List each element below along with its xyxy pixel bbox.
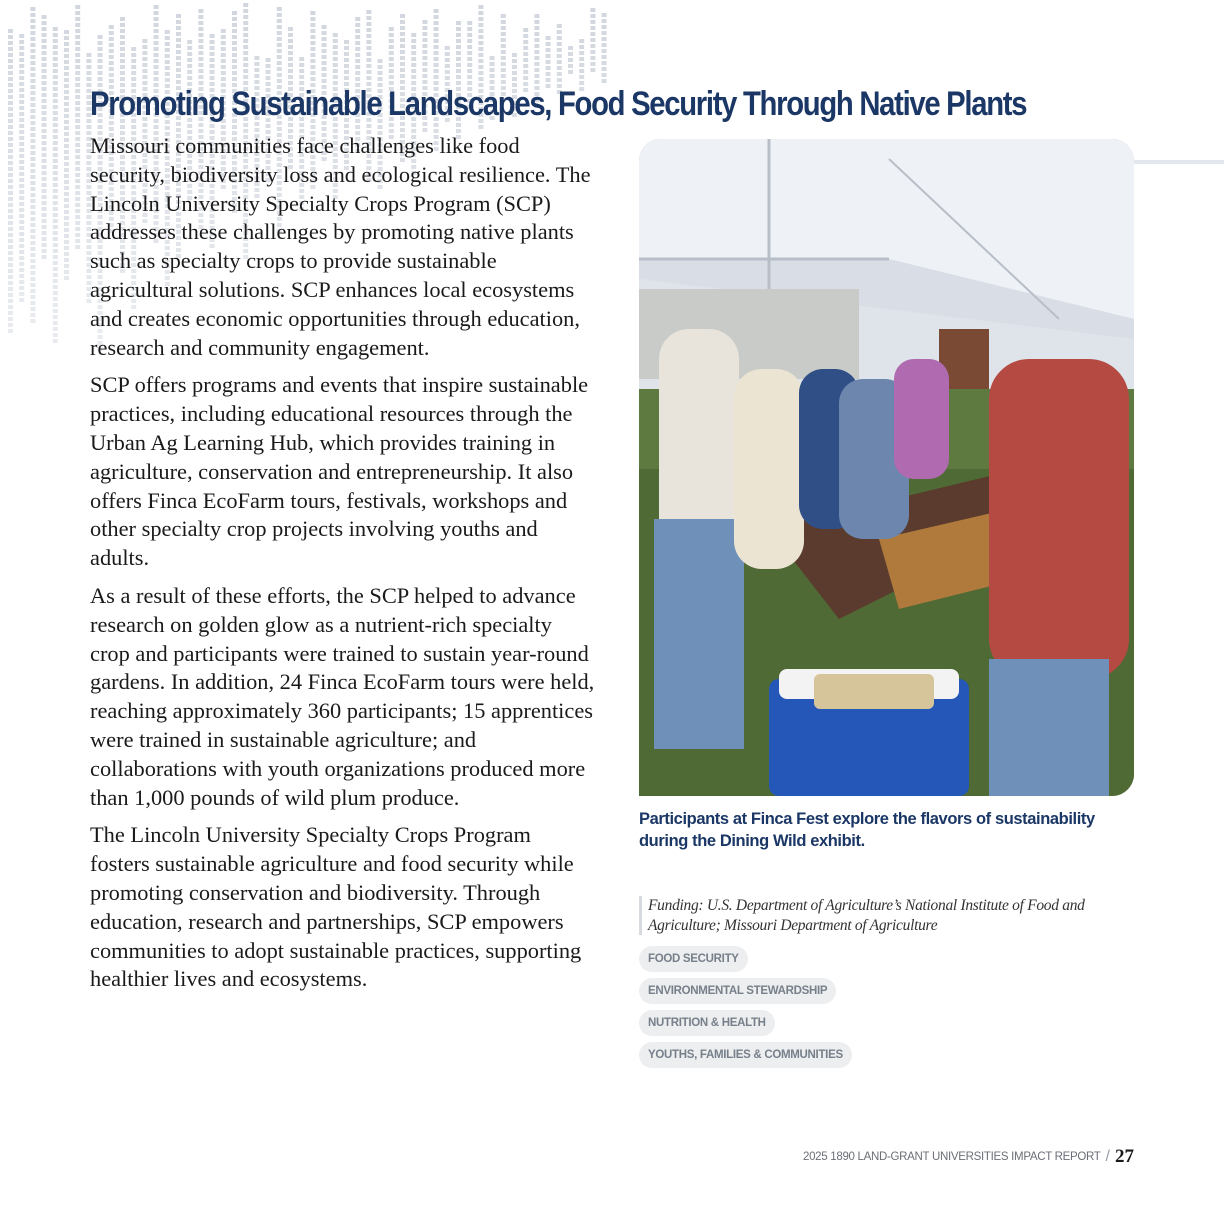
paragraph-2: SCP offers programs and events that inspire sustainable practices, including educational resources through the Urban Ag Learning Hub, which provides training in agriculture, conservation and entrepreneurship. It also offers Finca EcoFarm tours, festivals, workshops and other specialty crop projects involving youths and adults. [90,372,589,571]
page-footer [803,1146,1134,1168]
photo-caption: Participants at Finca Fest explore the flavors of sustainability during the Dining Wild exhibit. [639,810,1095,850]
tag-youths-families-communities: YOUTHS, FAMILIES & COMMUNITIES [639,1042,852,1068]
page-title: Promoting Sustainable Landscapes, Food Security Through Native Plants [90,85,1027,123]
paragraph-3: As a result of these efforts, the SCP helped to advance research on golden glow as a nutrient-rich specialty crop and participants were trained to sustain year-round gardens. In addition, 24 Finca EcoFarm tours were held, reaching approximately 360 participants; 15 apprentices were trained in sustainable agriculture; and collaborations with youth organizations produced more than 1,000 pounds of wild plum produce. [90,582,595,810]
paragraph-1: Missouri communities face challenges like food security, biodiversity loss and ecological resilience. The Lincoln University Specialty Crops Program (SCP) addresses these challenges by promoting native plants such as specialty crops to provide sustainable agricultural solutions. SCP enhances local ecosystems and creates economic opportunities through education, research and community engagement. [90,133,591,360]
decorative-rule [1133,160,1224,164]
tag-list [639,946,852,1074]
paragraph-4: The Lincoln University Specialty Crops Program fosters sustainable agriculture and food security while promoting conservation and biodiversity. Through education, research and partnerships, SCP empowers communities to adopt sustainable practices, supporting healthier lives and ecosystems. [90,822,582,992]
tag-nutrition-health: NUTRITION & HEALTH [639,1010,775,1036]
page-number: 27 [1115,1146,1134,1167]
funding-note: Funding: U.S. Department of Agriculture’s National Institute of Food and Agriculture; Missouri Department of Agriculture [639,896,1138,935]
tag-environmental-stewardship: ENVIRONMENTAL STEWARDSHIP [639,978,836,1004]
report-title: 2025 1890 LAND-GRANT UNIVERSITIES IMPACT REPORT [802,1151,1101,1163]
tag-food-security: FOOD SECURITY [639,946,748,972]
body-text [90,132,595,1003]
event-photo [639,139,1134,796]
footer-separator: / [1105,1148,1110,1165]
